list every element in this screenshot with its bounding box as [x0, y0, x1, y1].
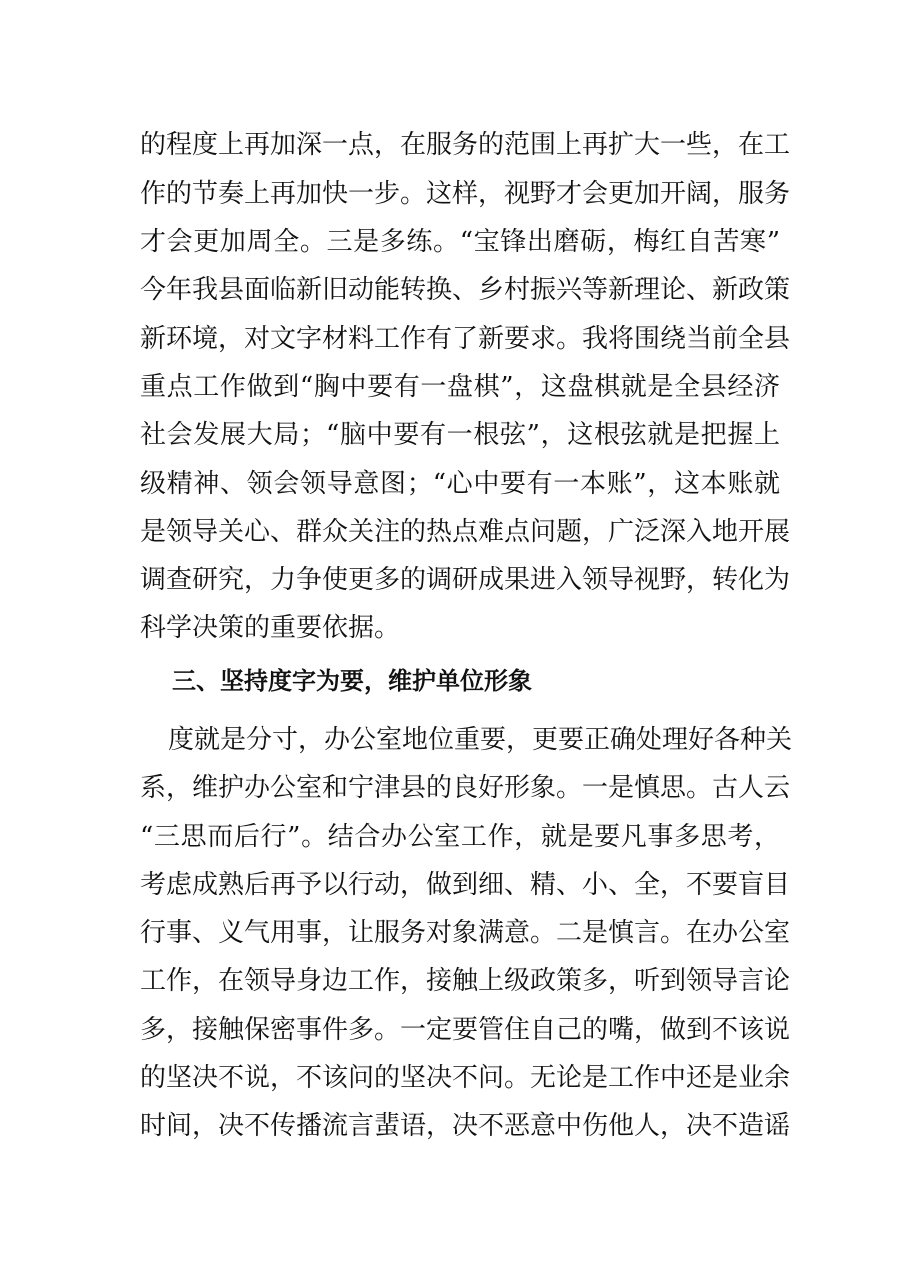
paragraph-line: 重点工作做到“胸中要有一盘棋”，这盘棋就是全县经济	[140, 372, 780, 402]
paragraph-line: 度就是分寸，办公室地位重要，更要正确处理好各种关	[168, 725, 793, 755]
paragraph-line: 新环境，对文字材料工作有了新要求。我将围绕当前全县	[140, 324, 791, 354]
paragraph-line: 才会更加周全。三是多练。“宝锋出磨砺，梅红自苦寒”	[140, 227, 780, 257]
paragraph-line: “三思而后行”。结合办公室工作，就是要凡事多思考，	[140, 822, 780, 852]
paragraph-line: 调查研究，力争使更多的调研成果进入领导视野，转化为	[140, 565, 791, 595]
paragraph-line: 级精神、领会领导意图；“心中要有一本账”，这本账就	[140, 469, 780, 499]
paragraph-line: 时间，决不传播流言蜚语，决不恶意中伤他人，决不造谣	[140, 1111, 791, 1141]
paragraph-line: 的坚决不说，不该问的坚决不问。无论是工作中还是业余	[140, 1063, 791, 1093]
section-heading: 三、坚持度字为要，维护单位形象	[172, 667, 532, 695]
paragraph-line: 考虑成熟后再予以行动，做到细、精、小、全，不要盲目	[140, 870, 791, 900]
paragraph-line: 科学决策的重要依据。	[140, 613, 401, 643]
paragraph-line: 多，接触保密事件多。一定要管住自己的嘴，做到不该说	[140, 1015, 791, 1045]
paragraph-line: 行事、义气用事，让服务对象满意。二是慎言。在办公室	[140, 918, 791, 948]
paragraph-line: 今年我县面临新旧动能转换、乡村振兴等新理论、新政策	[140, 275, 791, 305]
paragraph-line: 作的节奏上再加快一步。这样，视野才会更加开阔，服务	[140, 179, 791, 209]
paragraph-line: 系，维护办公室和宁津县的良好形象。一是慎思。古人云	[140, 773, 791, 803]
paragraph-line: 是领导关心、群众关注的热点难点问题，广泛深入地开展	[140, 517, 791, 547]
paragraph-line: 社会发展大局；“脑中要有一根弦”，这根弦就是把握上	[140, 420, 780, 450]
paragraph-line: 工作，在领导身边工作，接触上级政策多，听到领导言论	[140, 966, 791, 996]
paragraph-line: 的程度上再加深一点，在服务的范围上再扩大一些，在工	[140, 130, 791, 160]
